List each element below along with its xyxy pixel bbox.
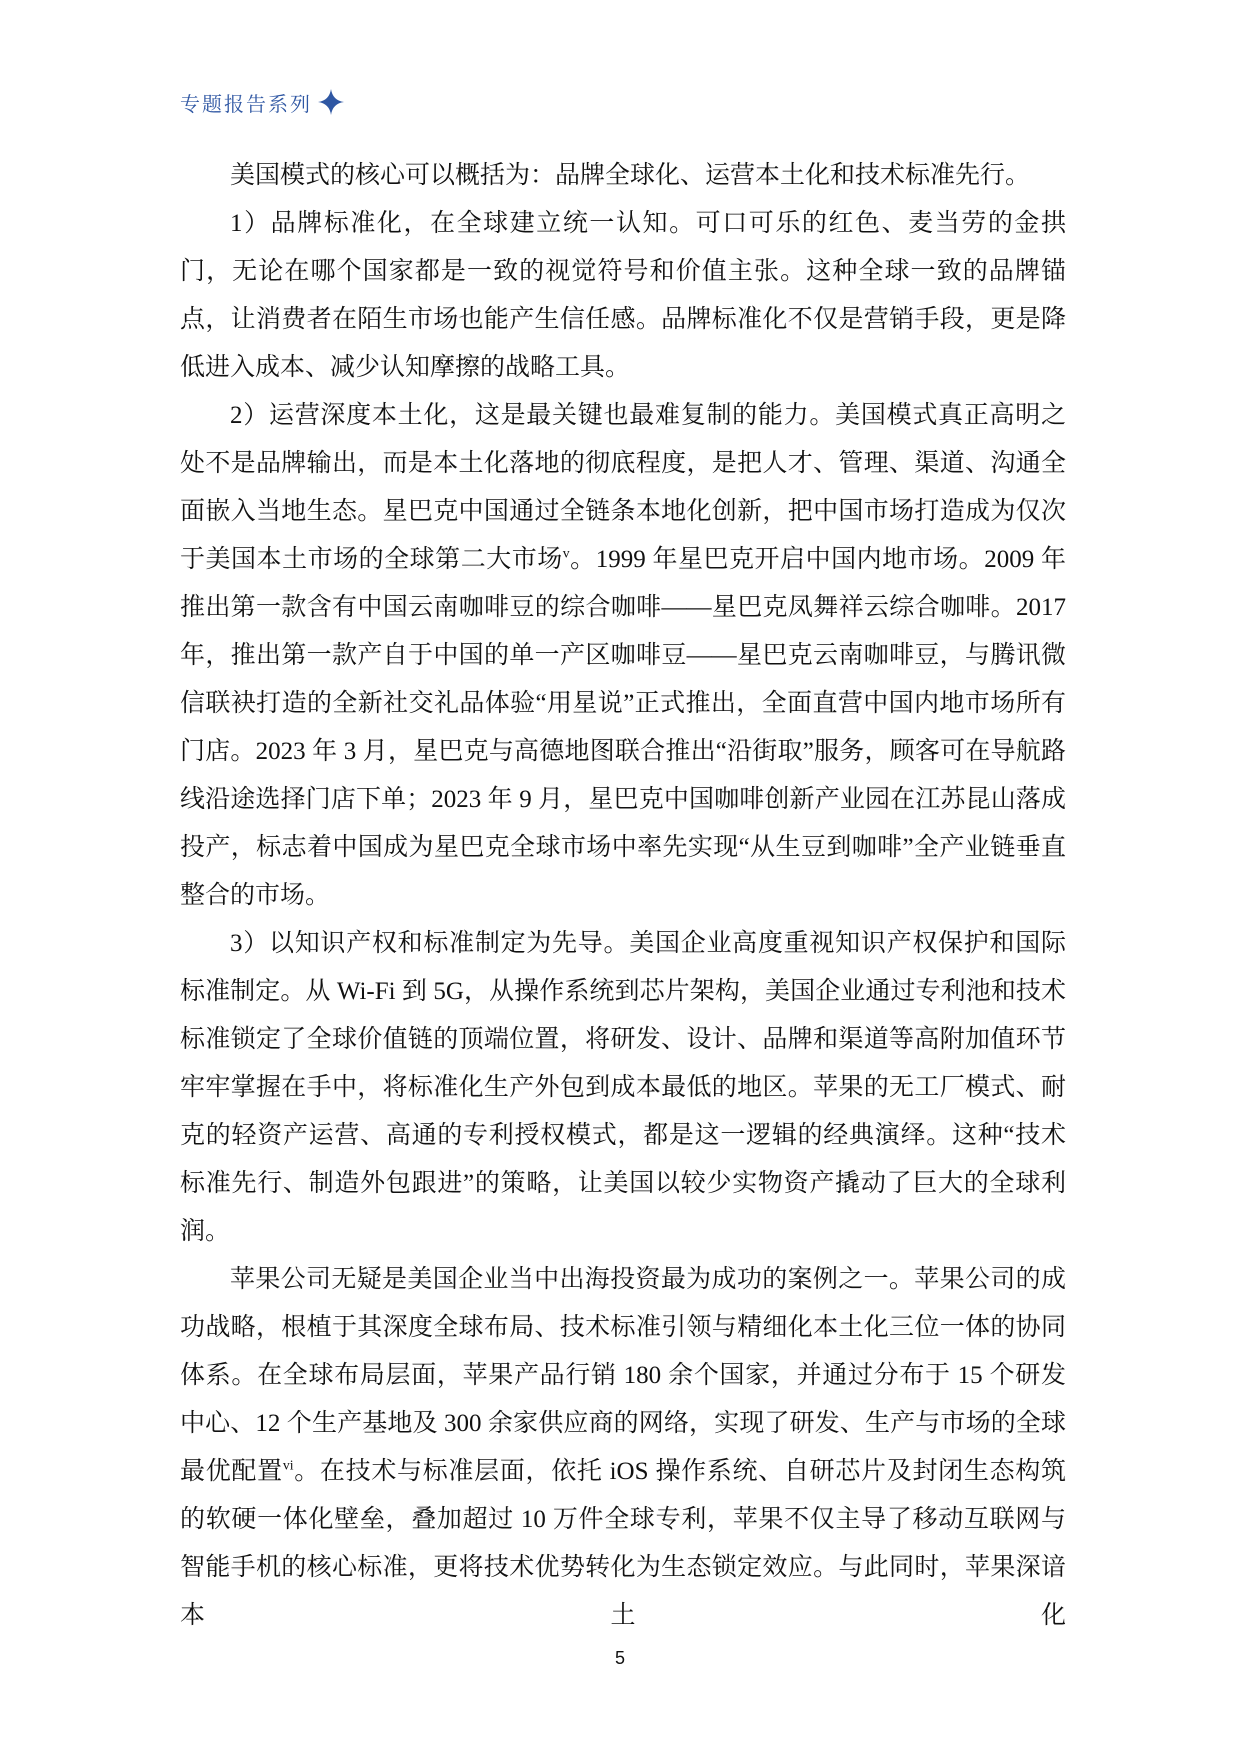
paragraph — [180, 392, 1066, 920]
footnote-marker: vi — [282, 1457, 294, 1473]
body-text — [180, 152, 1066, 1640]
paragraph-text: 。1999 年星巴克开启中国内地市场。2009 年推出第一款含有中国云南咖啡豆的综合咖啡——星巴克凤舞祥云综合咖啡。2017 年，推出第一款产自于中国的单一产区咖啡豆——星巴克云南咖啡豆，与腾讯微信联袂打造的全新社交礼品体验“用星说”正式推出，全面直营中国内地市场所有门店。2023 年 3 月，星巴克与高德地图联合推出“沿街取”服务，顾客可在导航路线沿途选择门店下单；2023 年 9 月，星巴克中国咖啡创新产业园在江苏昆山落成投产，标志着中国成为星巴克全球市场中率先实现“从生豆到咖啡”全产业链垂直整合的市场。 — [180, 546, 1066, 909]
page-number: 5 — [614, 1648, 625, 1668]
paragraph — [180, 1256, 1066, 1640]
report-series-label: 专题报告系列 — [180, 93, 312, 116]
report-series-header — [180, 86, 344, 118]
footnote-marker: v — [562, 545, 570, 561]
paragraph-text: 苹果公司无疑是美国企业当中出海投资最为成功的案例之一。苹果公司的成功战略，根植于其深度全球布局、技术标准引领与精细化本土化三位一体的协同体系。在全球布局层面，苹果产品行销 180 余个国家，并通过分布于 15 个研发中心、12 个生产基地及 300 余家供应商的网络，实现了研发、生产与市场的全球最优配置 — [180, 1266, 1066, 1485]
paragraph-text: 2）运营深度本土化，这是最关键也最难复制的能力。美国模式真正高明之处不是品牌输出，而是本土化落地的彻底程度，是把人才、管理、渠道、沟通全面嵌入当地生态。星巴克中国通过全链条本地化创新，把中国市场打造成为仅次于美国本土市场的全球第二大市场 — [180, 402, 1066, 573]
paragraph-text: 3）以知识产权和标准制定为先导。美国企业高度重视知识产权保护和国际标准制定。从 Wi-Fi 到 5G，从操作系统到芯片架构，美国企业通过专利池和技术标准锁定了全球价值链的顶端位置，将研发、设计、品牌和渠道等高附加值环节牢牢掌握在手中，将标准化生产外包到成本最低的地区。苹果的无工厂模式、耐克的轻资产运营、高通的专利授权模式，都是这一逻辑的经典演绎。这种“技术标准先行、制造外包跟进”的策略，让美国以较少实物资产撬动了巨大的全球利润。 — [180, 930, 1066, 1245]
paragraph-text: 美国模式的核心可以概括为：品牌全球化、运营本土化和技术标准先行。 — [230, 162, 1031, 189]
paragraph-text: 1）品牌标准化，在全球建立统一认知。可口可乐的红色、麦当劳的金拱门，无论在哪个国家都是一致的视觉符号和价值主张。这种全球一致的品牌锚点，让消费者在陌生市场也能产生信任感。品牌标准化不仅是营销手段，更是降低进入成本、减少认知摩擦的战略工具。 — [180, 210, 1066, 381]
paragraph-text: 。在技术与标准层面，依托 iOS 操作系统、自研芯片及封闭生态构筑的软硬一体化壁垒，叠加超过 10 万件全球专利，苹果不仅主导了移动互联网与智能手机的核心标准，更将技术优势转化为生态锁定效应。与此同时，苹果深谙本土化 — [180, 1458, 1066, 1629]
four-point-star-icon — [318, 89, 344, 115]
paragraph — [180, 200, 1066, 392]
paragraph — [180, 152, 1066, 200]
paragraph — [180, 920, 1066, 1256]
